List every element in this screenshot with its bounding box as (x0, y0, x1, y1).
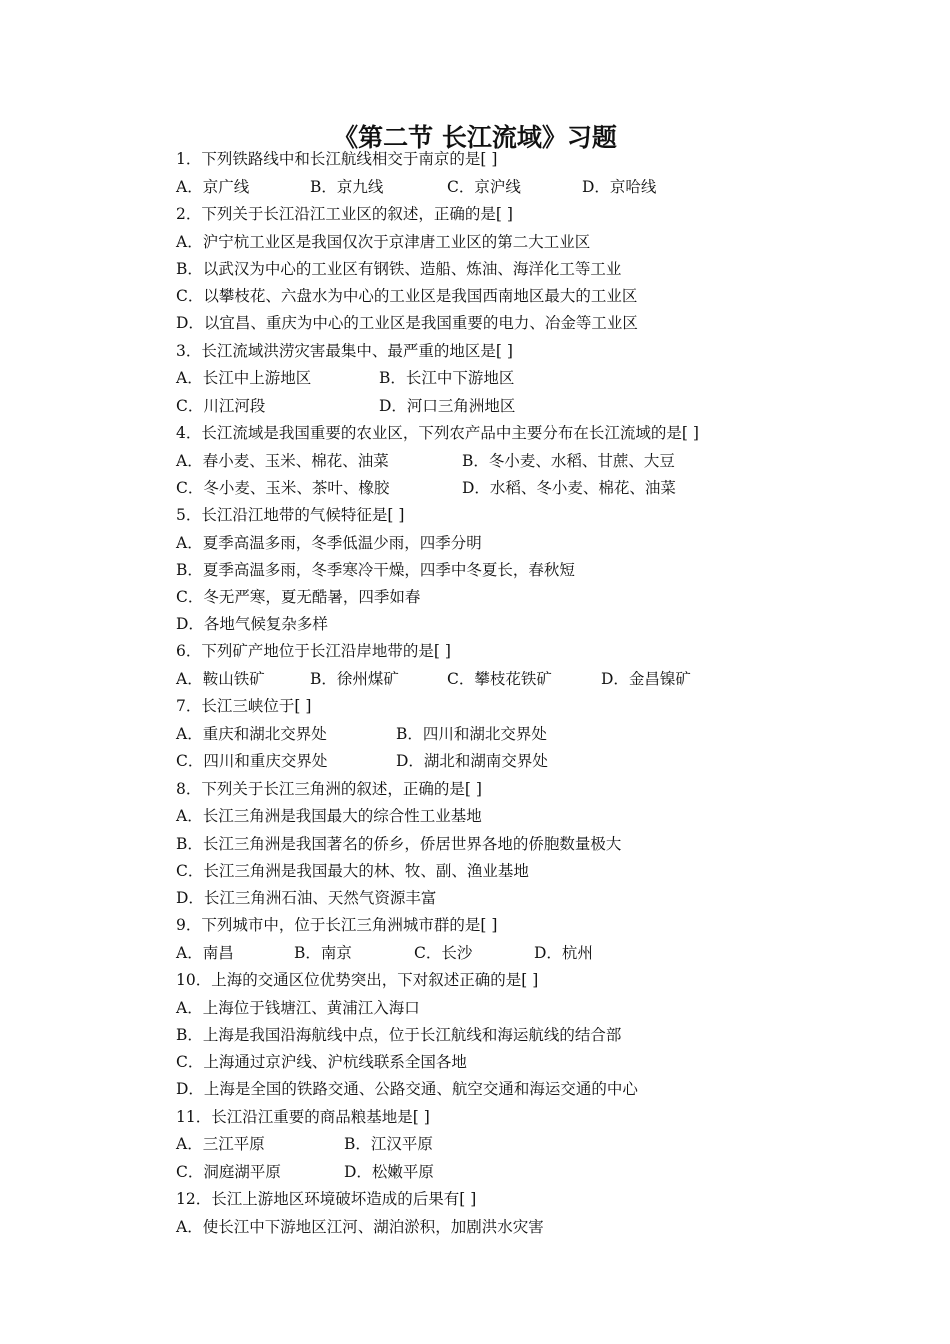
option-c: C．冬小麦、玉米、茶叶、橡胶 (176, 478, 390, 497)
question-3-stem: 3．长江流域洪涝灾害最集中、最严重的地区是[ ] (176, 341, 513, 360)
question-8-stem: 8．下列关于长江三角洲的叙述，正确的是[ ] (176, 779, 482, 798)
question-3-options-row-1 (176, 365, 916, 392)
option-c: C．四川和重庆交界处 (176, 752, 328, 771)
question-4-stem: 4．长江流域是我国重要的农业区，下列农产品中主要分布在长江流域的是[ ] (176, 423, 699, 442)
question-11-options-row-1 (176, 1131, 916, 1158)
page-title: 《第二节 长江流域》习题 (333, 123, 617, 152)
option-c: C．长江三角洲是我国最大的林、牧、副、渔业基地 (176, 861, 529, 880)
question-7-options-row-2 (176, 748, 916, 775)
option-a: A．长江中上游地区 (176, 369, 312, 388)
option-d: D．京哈线 (582, 177, 657, 196)
option-d: D．水稻、冬小麦、棉花、油菜 (462, 478, 676, 497)
option-c: C．川江河段 (176, 396, 266, 415)
option-d: D．以宜昌、重庆为中心的工业区是我国重要的电力、冶金等工业区 (176, 314, 638, 333)
option-a: A．上海位于钱塘江、黄浦江入海口 (176, 998, 420, 1017)
question-9-options (176, 940, 916, 967)
option-b: B．长江中下游地区 (379, 369, 515, 388)
question-2-stem: 2．下列关于长江沿江工业区的叙述，正确的是[ ] (176, 204, 513, 223)
question-11-options-row-2 (176, 1159, 916, 1186)
option-b: B．四川和湖北交界处 (396, 725, 547, 744)
question-9-stem: 9．下列城市中，位于长江三角洲城市群的是[ ] (176, 916, 498, 935)
option-a: A．春小麦、玉米、棉花、油菜 (176, 451, 389, 470)
option-d: D．上海是全国的铁路交通、公路交通、航空交通和海运交通的中心 (176, 1080, 638, 1099)
option-a: A．鞍山铁矿 (176, 670, 265, 689)
option-b: B．冬小麦、水稻、甘蔗、大豆 (462, 451, 675, 470)
option-a: A．南昌 (176, 943, 234, 962)
question-11-stem: 11．长江沿江重要的商品粮基地是[ ] (176, 1107, 430, 1126)
option-d: D．长江三角洲石油、天然气资源丰富 (176, 888, 437, 907)
option-d: D．湖北和湖南交界处 (396, 752, 548, 771)
option-d: D．杭州 (534, 943, 593, 962)
question-4-options-row-1 (176, 448, 916, 475)
option-d: D．松嫩平原 (344, 1162, 434, 1181)
question-1-options (176, 174, 916, 201)
option-d: D．河口三角洲地区 (379, 396, 516, 415)
option-b: B．上海是我国沿海航线中点，位于长江航线和海运航线的结合部 (176, 1026, 622, 1045)
option-c: C．上海通过京沪线、沪杭线联系全国各地 (176, 1053, 467, 1072)
option-c: C．京沪线 (447, 177, 521, 196)
option-b: B．京九线 (310, 177, 384, 196)
question-4-options-row-2 (176, 475, 916, 502)
option-b: B．长江三角洲是我国著名的侨乡，侨居世界各地的侨胞数量极大 (176, 834, 622, 853)
option-d: D．各地气候复杂多样 (176, 615, 328, 634)
option-c: C．长沙 (414, 943, 473, 962)
question-6-options (176, 666, 916, 693)
option-a: A．长江三角洲是我国最大的综合性工业基地 (176, 807, 482, 826)
option-a: A．沪宁杭工业区是我国仅次于京津唐工业区的第二大工业区 (176, 232, 591, 251)
option-c: C．冬无严寒，夏无酷暑，四季如春 (176, 588, 421, 607)
question-10-stem: 10．上海的交通区位优势突出，下对叙述正确的是[ ] (176, 971, 539, 990)
option-b: B．江汉平原 (344, 1135, 433, 1154)
option-b: B．夏季高温多雨，冬季寒冷干燥，四季中冬夏长，春秋短 (176, 560, 575, 579)
question-7-options-row-1 (176, 721, 916, 748)
option-c: C．以攀枝花、六盘水为中心的工业区是我国西南地区最大的工业区 (176, 287, 638, 306)
question-1-stem: 1．下列铁路线中和长江航线相交于南京的是[ ] (176, 150, 498, 168)
question-3-options-row-2 (176, 393, 916, 420)
question-6-stem: 6．下列矿产地位于长江沿岸地带的是[ ] (176, 642, 451, 661)
option-b: B．南京 (294, 943, 352, 962)
option-a: A．夏季高温多雨，冬季低温少雨，四季分明 (176, 533, 482, 552)
option-b: B．徐州煤矿 (310, 670, 399, 689)
option-d: D．金昌镍矿 (601, 670, 691, 689)
option-a: A．三江平原 (176, 1135, 265, 1154)
question-7-stem: 7．长江三峡位于[ ] (176, 697, 312, 716)
option-a: A．重庆和湖北交界处 (176, 725, 327, 744)
question-5-stem: 5．长江沿江地带的气候特征是[ ] (176, 505, 405, 524)
option-b: B．以武汉为中心的工业区有钢铁、造船、炼油、海洋化工等工业 (176, 259, 622, 278)
question-12-stem: 12．长江上游地区环境破坏造成的后果有[ ] (176, 1189, 477, 1208)
option-a: A．使长江中下游地区江河、湖泊淤积，加剧洪水灾害 (176, 1217, 544, 1236)
option-c: C．攀枝花铁矿 (447, 670, 552, 689)
option-a: A．京广线 (176, 177, 250, 196)
option-c: C．洞庭湖平原 (176, 1162, 281, 1181)
question-list (176, 146, 916, 1241)
